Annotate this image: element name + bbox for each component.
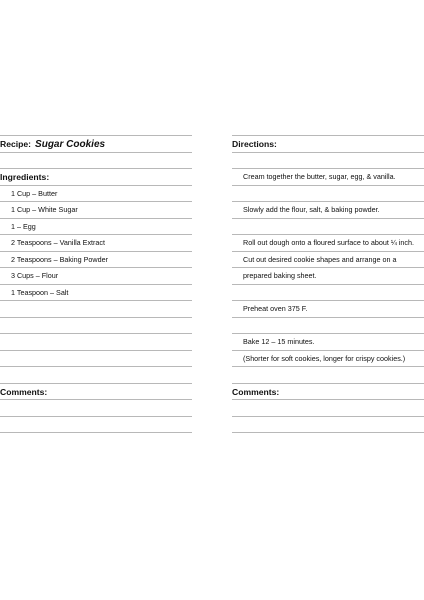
direction-step: Roll out dough onto a floured surface to about ¼ inch. [232, 234, 424, 251]
ingredient-item: 1 Cup – White Sugar [0, 201, 192, 218]
ingredient-item: 3 Cups – Flour [0, 267, 192, 284]
direction-step: Slowly add the flour, salt, & baking powder. [232, 201, 424, 218]
comments-heading: Comments: [232, 383, 424, 400]
blank-line [232, 284, 424, 301]
right-card [232, 135, 424, 449]
blank-line [0, 399, 192, 416]
blank-line [232, 399, 424, 416]
blank-line [232, 416, 424, 433]
ingredients-heading: Ingredients: [0, 168, 192, 185]
blank-line [0, 300, 192, 317]
directions-heading: Directions: [232, 135, 424, 152]
blank-line [232, 432, 424, 449]
ingredient-item: 1 Cup – Butter [0, 185, 192, 202]
blank-line [232, 185, 424, 202]
blank-line [0, 333, 192, 350]
recipe-title-row [0, 135, 192, 152]
ingredient-item: 1 Teaspoon – Salt [0, 284, 192, 301]
direction-step: Cut out desired cookie shapes and arrange on a [232, 251, 424, 268]
blank-line [0, 317, 192, 334]
direction-step: (Shorter for soft cookies, longer for crispy cookies.) [232, 350, 424, 367]
recipe-title: Sugar Cookies [35, 139, 106, 150]
blank-line [0, 416, 192, 433]
recipe-label: Recipe: [0, 139, 32, 149]
blank-line [0, 366, 192, 383]
direction-step: Bake 12 – 15 minutes. [232, 333, 424, 350]
blank-line [232, 218, 424, 235]
blank-line [232, 366, 424, 383]
direction-step: prepared baking sheet. [232, 267, 424, 284]
direction-step: Preheat oven 375 F. [232, 300, 424, 317]
left-card [0, 135, 192, 449]
blank-line [232, 317, 424, 334]
ingredient-item: 2 Teaspoons – Vanilla Extract [0, 234, 192, 251]
blank-line [0, 152, 192, 169]
blank-line [232, 152, 424, 169]
blank-line [0, 432, 192, 449]
direction-step: Cream together the butter, sugar, egg, & vanilla. [232, 168, 424, 185]
blank-line [0, 350, 192, 367]
ingredient-item: 1 – Egg [0, 218, 192, 235]
comments-heading: Comments: [0, 383, 192, 400]
ingredient-item: 2 Teaspoons – Baking Powder [0, 251, 192, 268]
